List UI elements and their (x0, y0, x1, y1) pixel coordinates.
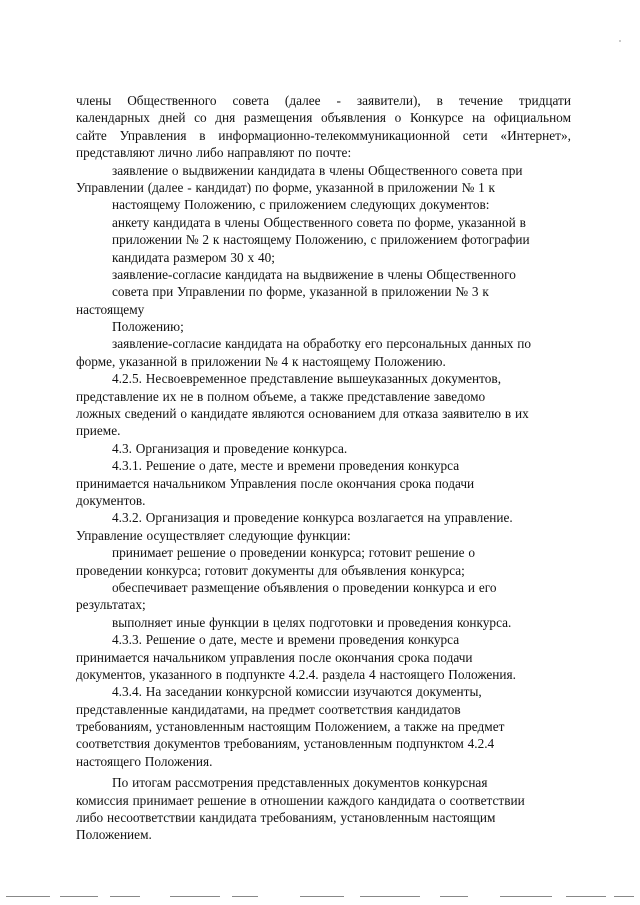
text-line: 4.3.4. На заседании конкурсной комиссии изучаются документы, (112, 684, 482, 700)
text-line: заявление-согласие кандидата на выдвижение в члены Общественного (112, 266, 516, 282)
text-line: принимает решение о проведении конкурса; готовит решение о (112, 545, 475, 561)
text-line: обеспечивает размещение объявления о проведении конкурса и его (112, 579, 497, 595)
text-line: сайте Управления в информационно-телекоммуникационной сети «Интернет», (76, 127, 571, 143)
text-line: Управлении (далее - кандидат) по форме, указанной в приложении № 1 к (76, 179, 496, 195)
text-line: анкету кандидата в члены Общественного совета по форме, указанной в (112, 214, 526, 230)
text-line: представляют лично либо направляют по почте: (76, 145, 352, 161)
text-line: настоящего Положения. (76, 753, 213, 769)
text-line: представление их не в полном объеме, а также представление заведомо (76, 388, 486, 404)
text-line: форме, указанной в приложении № 4 к настоящему Положению. (76, 353, 446, 369)
text-line: либо несоответствии кандидата требованиям, установленным настоящим (76, 810, 496, 826)
text-line: календарных дней со дня размещения объявления о Конкурсе на официальном (76, 110, 571, 126)
text-line: принимается начальником Управления после окончания срока подачи (76, 475, 475, 491)
text-line: Положению; (112, 319, 184, 335)
text-line: проведении конкурса; готовит документы для объявления конкурса; (76, 562, 465, 578)
text-line: документов. (76, 492, 146, 508)
text-line: результатах; (76, 597, 146, 613)
text-line: настоящему Положению, с приложением следующих документов: (112, 197, 490, 213)
scan-artifact-footer (0, 893, 640, 901)
text-line: 4.3.2. Организация и проведение конкурса возлагается на управление. (112, 510, 513, 526)
text-line: 4.2.5. Несвоевременное представление вышеуказанных документов, (112, 371, 502, 387)
scan-speck (619, 40, 621, 42)
text-line: совета при Управлении по форме, указанной в приложении № 3 к (112, 284, 489, 300)
section-heading: 4.3. Организация и проведение конкурса. (112, 440, 348, 456)
text-line: требованиям, установленным настоящим Положением, а также на предмет (76, 719, 505, 735)
text-line: принимается начальником управления после окончания срока подачи (76, 649, 473, 665)
text-line: приложении № 2 к настоящему Положению, с приложением фотографии (112, 232, 530, 248)
text-line: По итогам рассмотрения представленных документов конкурсная (112, 775, 488, 791)
text-line: члены Общественного совета (далее - заявители), в течение тридцати (76, 93, 571, 108)
text-line: настоящему (76, 301, 145, 317)
text-line: соответствия документов требованиям, установленным подпунктом 4.2.4 (76, 736, 495, 752)
text-line: 4.3.1. Решение о дате, месте и времени проведения конкурса (112, 458, 460, 474)
text-line: приеме. (76, 423, 121, 439)
text-line: комиссия принимает решение в отношении каждого кандидата о соответствии (76, 792, 525, 808)
text-line: кандидата размером 30 х 40; (112, 249, 275, 265)
text-line: Управление осуществляет следующие функции: (76, 527, 351, 543)
text-line: 4.3.3. Решение о дате, месте и времени проведения конкурса (112, 632, 460, 648)
text-line: представленные кандидатами, на предмет соответствия кандидатов (76, 701, 461, 717)
text-line: выполняет иные функции в целях подготовки и проведения конкурса. (112, 614, 512, 630)
text-line: документов, указанного в подпункте 4.2.4. раздела 4 настоящего Положения. (76, 666, 516, 682)
text-line: заявление-согласие кандидата на обработку его персональных данных по (112, 336, 532, 352)
text-line: заявление о выдвижении кандидата в члены Общественного совета при (112, 162, 523, 178)
text-line: Положением. (76, 827, 152, 843)
document-body (76, 92, 571, 844)
text-line: ложных сведений о кандидате являются основанием для отказа заявителю в их (76, 406, 529, 422)
